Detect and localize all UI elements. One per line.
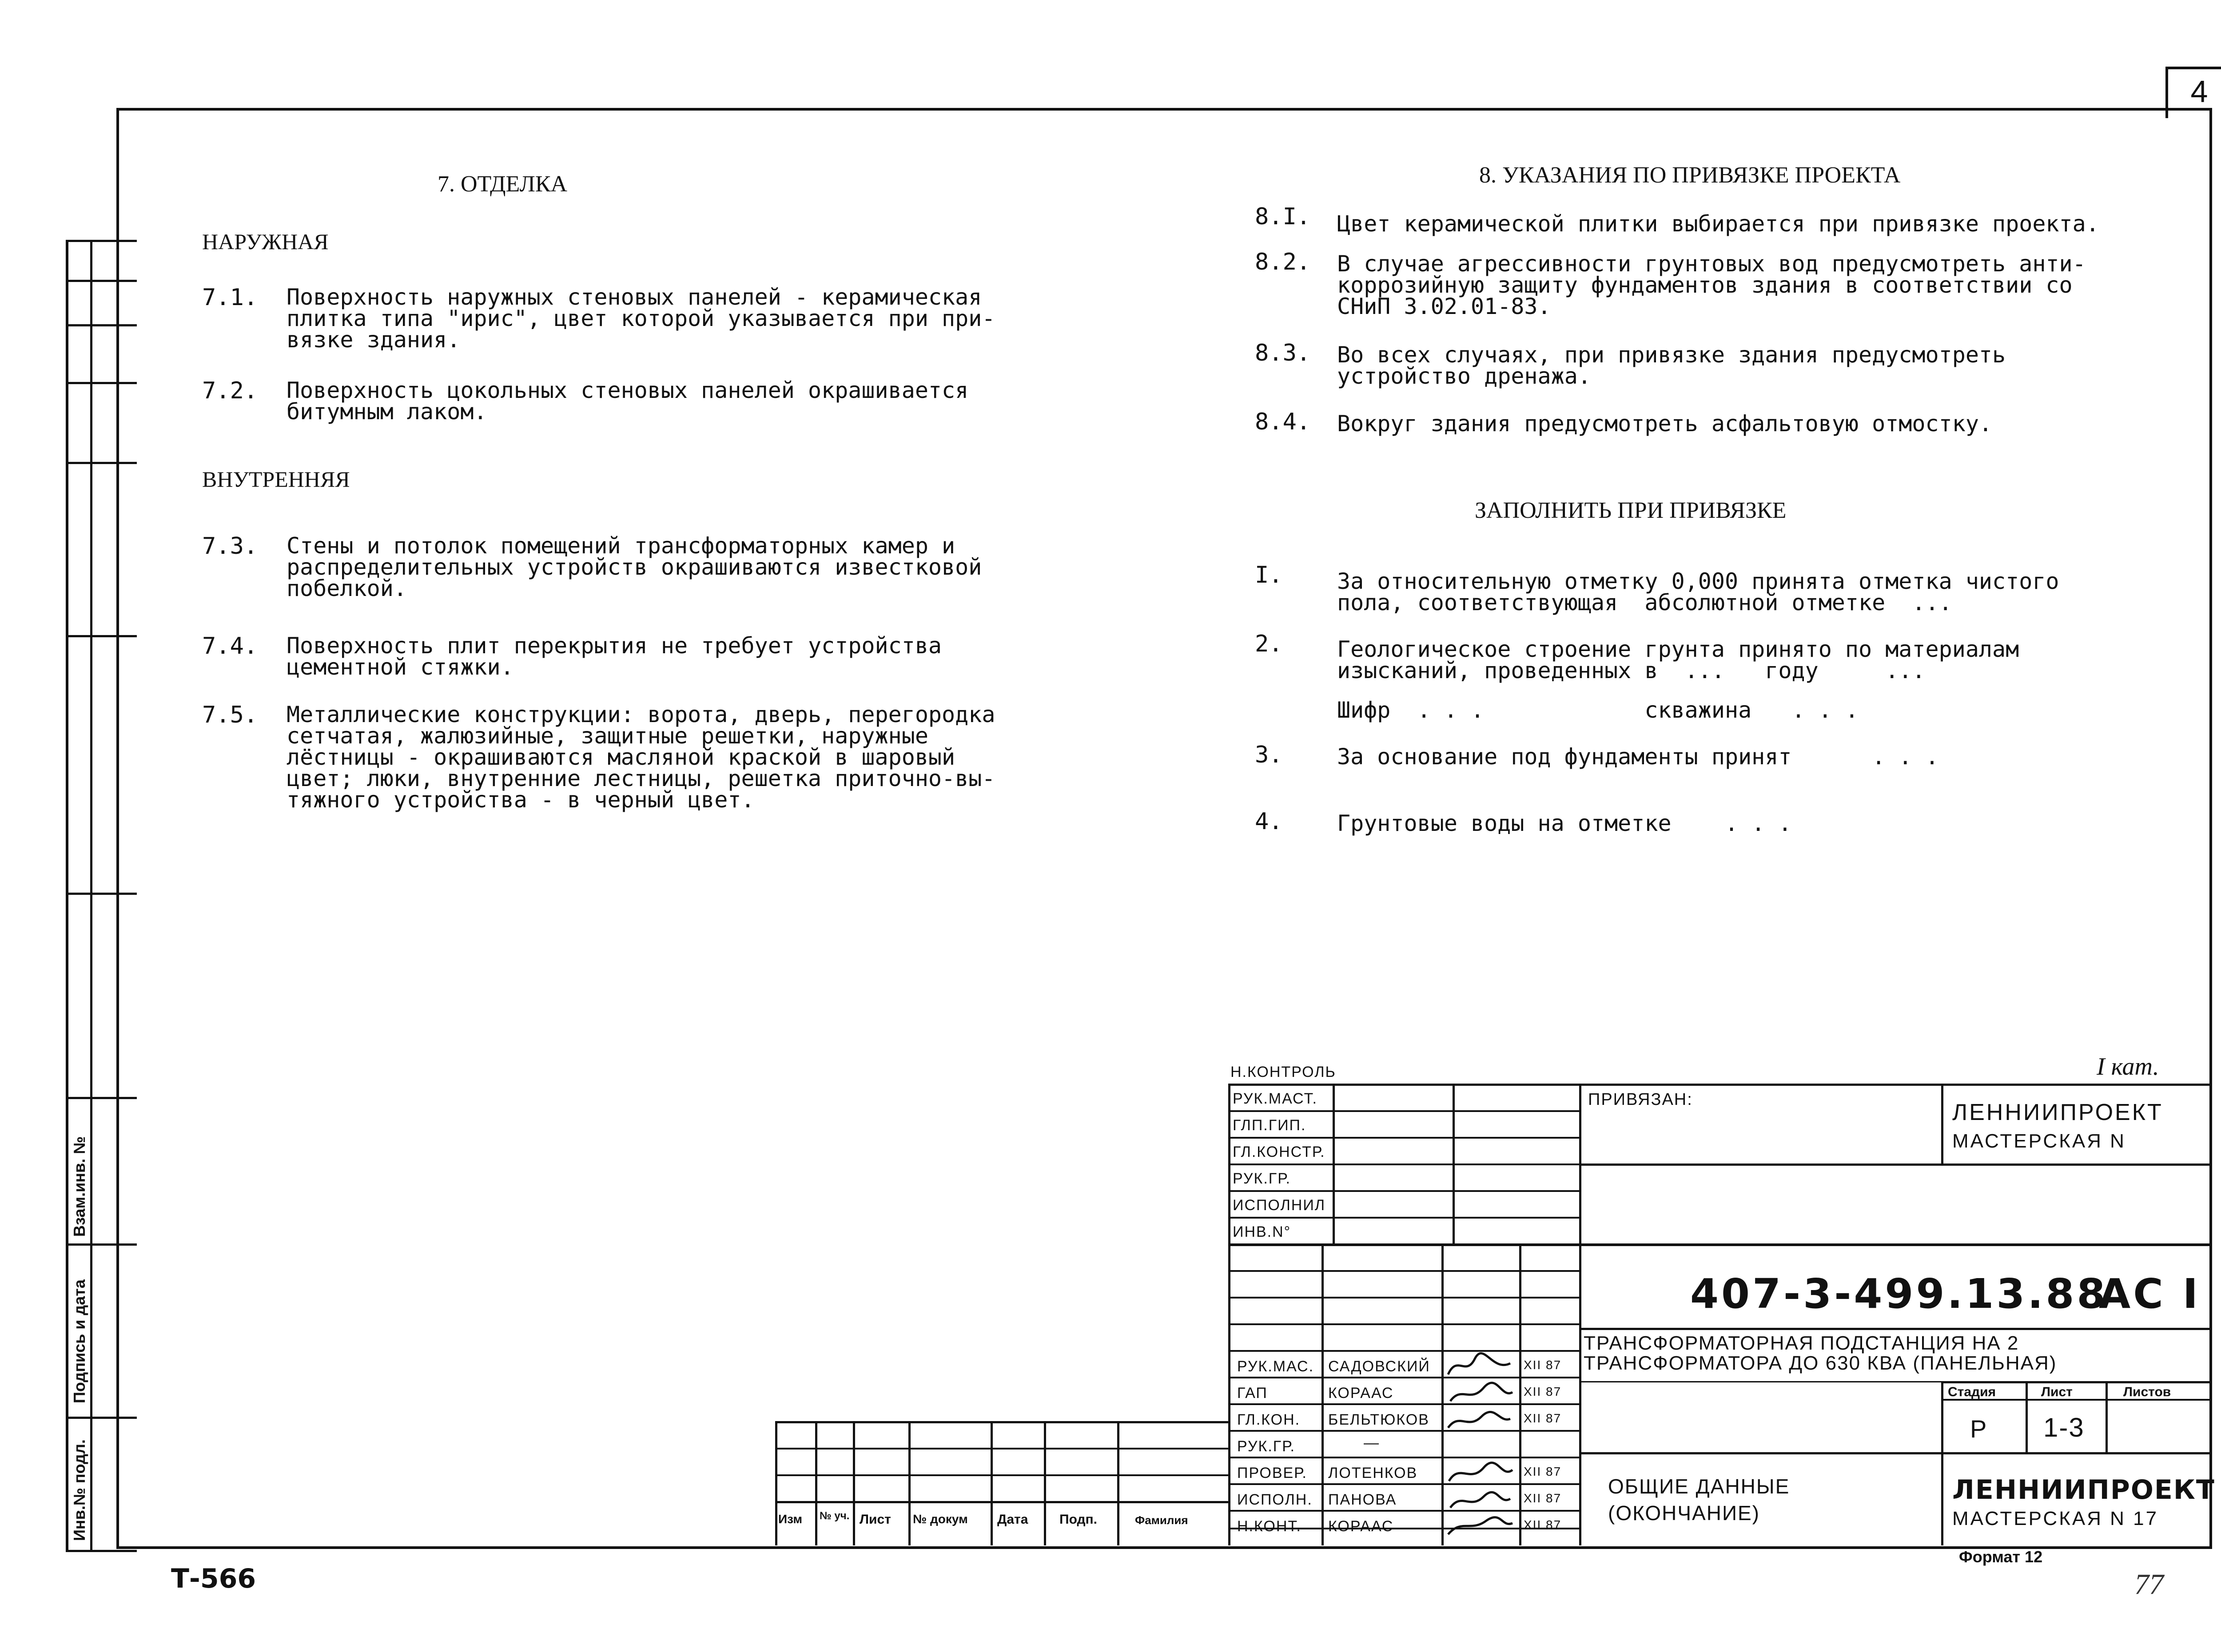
item-text: Вокруг здания предусмотреть асфальтовую отмостку. (1337, 411, 1993, 437)
item-number: 7.4. (202, 633, 258, 659)
tb-rule (853, 1421, 855, 1545)
item-text: Шифр . . . скважина . . . (1337, 697, 1859, 723)
signer-role: ГЛ.КОН. (1237, 1411, 1301, 1428)
item-text: Цвет керамической плитки выбирается при привязке проекта. (1337, 211, 2099, 237)
strip-rule (66, 382, 137, 384)
tb-rule (1228, 1243, 2210, 1246)
item-number: 4. (1255, 808, 1283, 835)
strip-label-signature: Подпись и дата (70, 1279, 88, 1403)
signer-name: КОРААС (1328, 1385, 1394, 1402)
tb-rule (1228, 1084, 2210, 1086)
item-text: Стены и потолок помещений трансформаторных камер и распределительных устройств окрашиваются известковой побелкой. (287, 533, 982, 601)
strip-border (66, 240, 68, 1552)
strip-rule (66, 635, 137, 637)
item-number: 8.3. (1255, 340, 1311, 366)
strip-rule (66, 324, 137, 326)
change-header: Подп. (1059, 1512, 1097, 1527)
document-mark: АС I (2099, 1270, 2201, 1318)
signer-date: XII 87 (1524, 1385, 1562, 1398)
item-text: Поверхность плит перекрытия не требует устройства цементной стяжки. (287, 633, 942, 680)
top-divider (2165, 67, 2168, 111)
document-code: 407-3-499.13.88 (1690, 1270, 2108, 1318)
tb-rule (1228, 1403, 1579, 1405)
signer-name: — (1364, 1434, 1380, 1451)
inner-finish-label: ВНУТРЕННЯЯ (202, 467, 350, 492)
project-title-line2: ТРАНСФОРМАТОРА ДО 630 КВА (ПАНЕЛЬНАЯ) (1584, 1352, 2057, 1374)
change-header: № уч. (820, 1510, 850, 1522)
org-workshop-bottom: МАСТЕРСКАЯ N 17 (1952, 1508, 2159, 1529)
tb-rule (1228, 1350, 1579, 1352)
format-label: Формат 12 (1959, 1548, 2043, 1566)
signer-date: XII 87 (1524, 1518, 1562, 1532)
tb-rule (775, 1421, 1228, 1423)
signer-name: БЕЛЬТЮКОВ (1328, 1411, 1429, 1428)
signer-date: XII 87 (1524, 1491, 1562, 1505)
bound-label: ПРИВЯЗАН: (1588, 1090, 1693, 1109)
item-text: За основание под фундаменты принят . . . (1337, 744, 1939, 770)
item-number: 7.2. (202, 377, 258, 404)
page-mark: 77 (2134, 1568, 2164, 1600)
strip-divider (90, 240, 92, 1552)
role-label: ИСПОЛНИЛ (1233, 1197, 1326, 1214)
signer-name: КОРААС (1328, 1518, 1394, 1535)
signer-date: XII 87 (1524, 1411, 1562, 1425)
outer-finish-label: НАРУЖНАЯ (202, 229, 329, 254)
signer-name: ЛОТЕНКОВ (1328, 1465, 1418, 1481)
item-number: 8.2. (1255, 249, 1311, 275)
tb-rule (775, 1421, 777, 1545)
role-label: РУК.МАСТ. (1233, 1090, 1317, 1107)
role-label: Н.КОНТРОЛЬ (1230, 1064, 1336, 1080)
item-number: 7.1. (202, 284, 258, 311)
tb-rule (1941, 1084, 1943, 1164)
signature-marks (1444, 1350, 1519, 1537)
tb-rule (908, 1421, 911, 1545)
org-workshop-top: МАСТЕРСКАЯ N (1952, 1130, 2126, 1152)
category-mark: I кат. (2097, 1053, 2159, 1080)
item-text: Геологическое строение грунта принято по материалам изысканий, проведенных в ... году ... (1337, 636, 2019, 683)
tb-rule (1941, 1381, 1943, 1545)
org-name-top: ЛЕННИИПРОЕКТ (1952, 1100, 2163, 1125)
role-label: ГЛП.ГИП. (1233, 1117, 1306, 1134)
sheet-header: Лист (2041, 1385, 2073, 1399)
tb-rule (1941, 1381, 2210, 1383)
project-title-line1: ТРАНСФОРМАТОРНАЯ ПОДСТАНЦИЯ НА 2 (1584, 1332, 2019, 1354)
sheet-number: 4 (2165, 67, 2221, 118)
tb-rule (1579, 1452, 2210, 1454)
tb-rule (1579, 1328, 2210, 1330)
strip-rule (66, 280, 137, 282)
item-text: Поверхность цокольных стеновых панелей окрашивается битумным лаком. (287, 377, 969, 425)
item-text: Металлические конструкции: ворота, дверь, перегородка сетчатая, жалюзийные, защитные решетки, наружные лёстницы - окрашиваются масляной краской в шаровый цвет; люки, внутренние лестницы, решетка приточно-вы- тяжного устройства - в черный цвет. (287, 702, 995, 813)
item-number: 7.5. (202, 702, 258, 728)
item-number: 8.4. (1255, 409, 1311, 435)
change-header: Лист (860, 1512, 891, 1527)
strip-rule (66, 1550, 137, 1552)
tb-rule (1228, 1164, 1579, 1165)
tb-rule (1228, 1190, 1579, 1192)
tb-rule (775, 1448, 1228, 1449)
stage-header: Стадия (1948, 1385, 1996, 1399)
sheet-value: 1-3 (2043, 1413, 2085, 1442)
strip-rule (66, 1097, 137, 1099)
strip-rule (66, 1243, 137, 1246)
tb-rule (775, 1501, 1228, 1503)
strip-rule (66, 462, 137, 464)
tb-rule (1228, 1297, 1579, 1299)
item-number: 8.I. (1255, 203, 1311, 230)
strip-rule (66, 1417, 137, 1419)
tb-rule (1228, 1270, 1579, 1272)
tb-rule (2106, 1381, 2108, 1452)
tb-rule (1044, 1421, 1046, 1545)
stage-value: Р (1970, 1415, 1988, 1443)
signer-role: ПРОВЕР. (1237, 1465, 1307, 1481)
tb-rule (1228, 1323, 1579, 1325)
role-label: ГЛ.КОНСТР. (1233, 1144, 1325, 1160)
tb-rule (1321, 1243, 1324, 1545)
tb-rule (1228, 1510, 1579, 1512)
tb-rule (991, 1421, 993, 1545)
tb-rule (815, 1421, 817, 1545)
strip-rule (66, 240, 137, 242)
change-header: Фамилия (1135, 1513, 1188, 1527)
signer-role: РУК.ГР. (1237, 1438, 1295, 1455)
sheets-header: Листов (2123, 1385, 2171, 1399)
fill-in-title: ЗАПОЛНИТЬ ПРИ ПРИВЯЗКЕ (1475, 498, 1787, 523)
tb-rule (2026, 1381, 2028, 1452)
tb-rule (1117, 1421, 1119, 1545)
tb-rule (1579, 1164, 2210, 1166)
strip-rule (66, 893, 137, 895)
tb-rule (1228, 1084, 1230, 1545)
tb-rule (1228, 1217, 1579, 1219)
tb-rule (1519, 1243, 1521, 1545)
sheet-name-line1: ОБЩИЕ ДАННЫЕ (1608, 1475, 1790, 1498)
change-header: Дата (997, 1512, 1028, 1527)
tb-rule (1228, 1457, 1579, 1458)
org-name-bottom: ЛЕННИИПРОЕКТ (1952, 1474, 2215, 1505)
item-text: За относительную отметку 0,000 принята отметка чистого пола, соответствующая абсолютной отметке ... (1337, 568, 2059, 616)
strip-label-original: Инв.№ подл. (70, 1439, 88, 1541)
signer-role: РУК.МАС. (1237, 1358, 1314, 1375)
role-label: РУК.ГР. (1233, 1170, 1291, 1187)
signer-role: ГАП (1237, 1385, 1268, 1402)
change-header: № докум (913, 1512, 968, 1526)
section-8-title: 8. УКАЗАНИЯ ПО ПРИВЯЗКЕ ПРОЕКТА (1479, 163, 1901, 188)
item-text: Поверхность наружных стеновых панелей - керамическая плитка типа "ирис", цвет которой указывается при при- вязке здания. (287, 284, 995, 353)
drawing-code: Т-566 (171, 1563, 256, 1594)
tb-rule (1579, 1381, 1941, 1382)
item-text: В случае агрессивности грунтовых вод предусмотреть анти- коррозийную защиту фундаментов здания в соответствии со СНиП 3.02.01-83. (1337, 251, 2086, 319)
tb-rule (1228, 1377, 1579, 1378)
tb-rule (1228, 1483, 1579, 1485)
signer-role: Н.КОНТ. (1237, 1518, 1302, 1535)
signer-date: XII 87 (1524, 1358, 1562, 1372)
item-number: I. (1255, 562, 1283, 588)
tb-rule (1228, 1430, 1579, 1432)
change-header: Изм (778, 1512, 803, 1526)
signer-name: САДОВСКИЙ (1328, 1358, 1430, 1375)
item-number: 3. (1255, 742, 1283, 768)
item-text: Во всех случаях, при привязке здания предусмотреть устройство дренажа. (1337, 342, 2006, 389)
item-number: 2. (1255, 631, 1283, 657)
tb-rule (775, 1474, 1228, 1476)
role-label: ИНВ.N° (1233, 1223, 1291, 1240)
sheet-name-line2: (ОКОНЧАНИЕ) (1608, 1501, 1760, 1525)
strip-label-replacement: Взам.инв. № (70, 1136, 88, 1237)
signer-name: ПАНОВА (1328, 1491, 1397, 1508)
tb-rule (1579, 1084, 1581, 1545)
signer-date: XII 87 (1524, 1465, 1562, 1478)
signer-role: ИСПОЛН. (1237, 1491, 1313, 1508)
item-text: Грунтовые воды на отметке . . . (1337, 810, 1792, 836)
side-strip (66, 240, 137, 1552)
tb-rule (1228, 1110, 1579, 1112)
tb-rule (1228, 1137, 1579, 1139)
section-7-title: 7. ОТДЕЛКА (438, 171, 568, 197)
item-number: 7.3. (202, 533, 258, 560)
